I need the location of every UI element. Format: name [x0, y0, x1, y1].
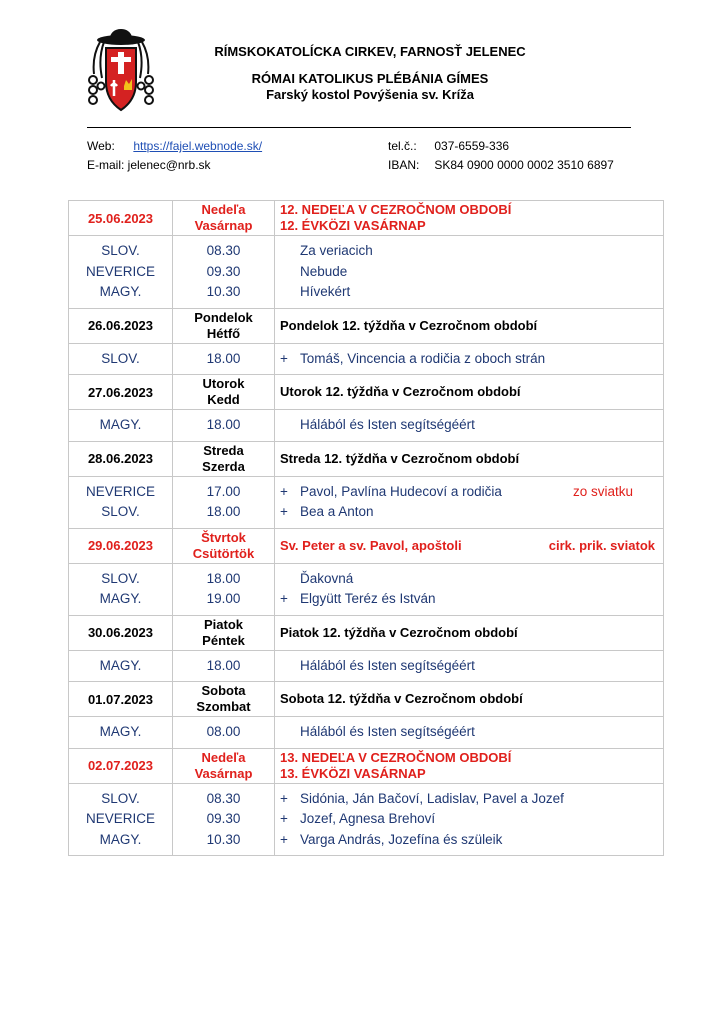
mass-time: 08.00	[206, 724, 241, 739]
mass-intentions-cell	[275, 783, 664, 856]
mass-schedule-table	[68, 200, 664, 856]
mass-intention-text: Nebude	[300, 263, 348, 279]
mass-intention	[275, 282, 663, 303]
mass-place: SLOV.	[101, 350, 140, 366]
mass-places-cell	[69, 650, 173, 682]
deceased-cross: +	[280, 591, 288, 606]
mass-intention-text: Elgyütt Teréz és István	[300, 591, 436, 606]
day-date: 27.06.2023	[69, 375, 173, 410]
day-header-row	[69, 201, 664, 236]
mass-intention-text: Jozef, Agnesa Brehoví	[300, 811, 436, 826]
mass-times-cell	[173, 410, 275, 442]
day-name-sk: Pondelok	[194, 309, 253, 325]
mass-intention	[275, 809, 663, 830]
parish-coat-of-arms	[84, 26, 158, 118]
mass-intention-text: Varga András, Jozefína és szüleik	[300, 831, 503, 847]
day-name-sk: Piatok	[203, 616, 243, 632]
mass-intention	[275, 349, 663, 370]
mass-row	[69, 476, 664, 528]
day-title-text: 12. NEDEĽA V CEZROČNOM OBDOBÍ	[280, 202, 512, 217]
mass-places-cell	[69, 343, 173, 375]
mass-intention	[275, 502, 663, 523]
mass-intention-text: Hálából és Isten segítségéért	[300, 417, 475, 432]
mass-intention	[275, 482, 663, 503]
mass-intention-text: Bea a Anton	[300, 504, 374, 519]
mass-note: zo sviatku	[572, 483, 633, 499]
mass-times-cell	[173, 783, 275, 856]
mass-time: 18.00	[206, 657, 241, 673]
deceased-cross	[280, 282, 300, 303]
day-name	[173, 441, 275, 476]
day-name-sk: Utorok	[202, 376, 245, 391]
email-contact: E-mail: jelenec@nrb.sk	[87, 158, 211, 172]
mass-time: 18.00	[206, 417, 241, 432]
day-name-sk: Nedeľa	[201, 202, 246, 217]
day-name	[173, 308, 275, 343]
deceased-cross: +	[280, 504, 288, 519]
day-title	[275, 441, 664, 476]
mass-intention-text: Za veriacich	[300, 243, 373, 258]
mass-place: SLOV.	[101, 243, 140, 258]
mass-time: 17.00	[206, 483, 241, 499]
day-date: 25.06.2023	[69, 201, 173, 236]
day-title-text: Pondelok 12. týždňa v Cezročnom období	[280, 317, 538, 333]
day-name-hu: Csütörtök	[192, 545, 255, 561]
mass-place: MAGY.	[99, 657, 142, 673]
mass-time: 09.30	[206, 263, 241, 279]
mass-row	[69, 717, 664, 749]
day-title-text: Piatok 12. týždňa v Cezročnom období	[280, 624, 518, 640]
day-name	[173, 528, 275, 563]
day-title	[275, 528, 664, 563]
mass-place: NEVERICE	[85, 483, 156, 499]
deceased-cross: +	[280, 350, 288, 366]
deceased-cross	[280, 656, 300, 677]
website-link[interactable]: https://fajel.webnode.sk/	[133, 139, 263, 153]
mass-time: 10.30	[206, 284, 241, 299]
mass-place: MAGY.	[99, 724, 142, 739]
day-header-row	[69, 308, 664, 343]
deceased-cross: +	[280, 483, 288, 499]
day-name	[173, 201, 275, 236]
mass-intention-text: Hálából és Isten segítségéért	[300, 724, 475, 739]
day-name-hu: Péntek	[202, 632, 245, 648]
mass-row	[69, 236, 664, 309]
mass-intention	[275, 722, 663, 743]
mass-time: 10.30	[206, 831, 241, 847]
day-header-row	[69, 441, 664, 476]
mass-places-cell	[69, 783, 173, 856]
deceased-cross: +	[280, 831, 288, 847]
day-title	[275, 682, 664, 717]
mass-time: 09.30	[206, 811, 241, 826]
day-title-text: Utorok 12. týždňa v Cezročnom období	[280, 384, 521, 399]
mass-time: 18.00	[206, 504, 241, 519]
mass-place: MAGY.	[99, 831, 142, 847]
day-title	[275, 308, 664, 343]
mass-times-cell	[173, 650, 275, 682]
day-title-text: 13. NEDEĽA V CEZROČNOM OBDOBÍ	[280, 749, 512, 765]
mass-intention	[275, 789, 663, 810]
mass-row	[69, 783, 664, 856]
day-title-hu: 12. ÉVKÖZI VASÁRNAP	[280, 218, 426, 233]
mass-place: SLOV.	[101, 504, 140, 519]
day-title	[275, 748, 664, 783]
mass-intentions-cell	[275, 476, 664, 528]
mass-place: NEVERICE	[85, 263, 156, 279]
mass-intention	[275, 656, 663, 677]
iban-contact	[388, 158, 614, 172]
deceased-cross: +	[280, 811, 288, 826]
day-name-hu: Kedd	[207, 392, 240, 407]
day-header-row	[69, 682, 664, 717]
mass-place: SLOV.	[101, 570, 140, 586]
mass-intention	[275, 262, 663, 283]
deceased-cross	[280, 262, 300, 283]
mass-times-cell	[173, 717, 275, 749]
mass-places-cell	[69, 476, 173, 528]
iban-value: SK84 0900 0000 0002 3510 6897	[434, 158, 614, 172]
mass-place: SLOV.	[101, 790, 140, 806]
day-header-row	[69, 615, 664, 650]
deceased-cross	[280, 722, 300, 743]
day-header-row	[69, 528, 664, 563]
day-name-hu: Vasárnap	[194, 765, 253, 781]
mass-times-cell	[173, 236, 275, 309]
web-contact	[87, 139, 262, 153]
day-title	[275, 615, 664, 650]
day-name	[173, 748, 275, 783]
mass-intention-text: Ďakovná	[300, 570, 354, 586]
day-name-sk: Streda	[203, 442, 244, 458]
mass-place: NEVERICE	[85, 811, 156, 826]
day-name-hu: Szerda	[202, 458, 245, 474]
mass-intentions-cell	[275, 410, 664, 442]
mass-time: 18.00	[206, 350, 241, 366]
day-header-row	[69, 748, 664, 783]
mass-time: 08.30	[206, 243, 241, 258]
header-parish-title: RÍMSKOKATOLÍCKA CIRKEV, FARNOSŤ JELENEC	[214, 44, 526, 59]
iban-label: IBAN:	[388, 158, 420, 172]
day-name	[173, 375, 275, 410]
mass-intention-text: Hívekért	[300, 284, 351, 299]
mass-intention-text: Pavol, Pavlína Hudecoví a rodičia	[300, 483, 502, 499]
day-name-hu: Hétfő	[206, 325, 241, 341]
mass-intention-text: Sidónia, Ján Bačoví, Ladislav, Pavel a Jozef	[300, 790, 564, 806]
mass-intentions-cell	[275, 717, 664, 749]
mass-place: MAGY.	[99, 591, 142, 606]
mass-intentions-cell	[275, 343, 664, 375]
mass-intentions-cell	[275, 563, 664, 615]
header-divider	[87, 127, 631, 128]
day-name	[173, 615, 275, 650]
mass-places-cell	[69, 236, 173, 309]
header-parish-title-hu: RÓMAI KATOLIKUS PLÉBÁNIA GÍMES	[251, 71, 489, 86]
day-name-sk: Nedeľa	[201, 749, 246, 765]
mass-intention-text: Tomáš, Vincencia a rodičia z oboch strán	[300, 350, 546, 366]
day-title-text: Sv. Peter a sv. Pavol, apoštoli	[280, 537, 462, 553]
day-title	[275, 375, 664, 410]
mass-places-cell	[69, 410, 173, 442]
mass-time: 19.00	[206, 591, 241, 606]
day-name-sk: Štvrtok	[201, 529, 246, 545]
mass-times-cell	[173, 476, 275, 528]
tel-label: tel.č.:	[388, 139, 417, 153]
day-title-note: cirk. prik. sviatok	[548, 537, 655, 553]
day-title	[275, 201, 664, 236]
mass-times-cell	[173, 563, 275, 615]
day-date: 02.07.2023	[69, 748, 173, 783]
mass-place: MAGY.	[99, 417, 142, 432]
mass-places-cell	[69, 717, 173, 749]
mass-intentions-cell	[275, 236, 664, 309]
web-label: Web:	[87, 139, 115, 153]
mass-time: 08.30	[206, 790, 241, 806]
deceased-cross	[280, 569, 300, 590]
mass-place: MAGY.	[99, 284, 142, 299]
day-title-text: Streda 12. týždňa v Cezročnom období	[280, 450, 520, 466]
phone-contact	[388, 139, 509, 153]
day-title-hu: 13. ÉVKÖZI VASÁRNAP	[280, 765, 426, 781]
day-name-hu: Szombat	[196, 699, 251, 714]
mass-intention	[275, 830, 663, 851]
day-date: 01.07.2023	[69, 682, 173, 717]
mass-intention	[275, 569, 663, 590]
header-church-name: Farský kostol Povýšenia sv. Kríža	[266, 87, 474, 102]
day-name	[173, 682, 275, 717]
day-title-text: Sobota 12. týždňa v Cezročnom období	[280, 691, 523, 706]
mass-time: 18.00	[206, 570, 241, 586]
mass-intention	[275, 589, 663, 610]
day-name-hu: Vasárnap	[194, 218, 253, 233]
mass-row	[69, 650, 664, 682]
mass-intention	[275, 415, 663, 436]
day-date: 26.06.2023	[69, 308, 173, 343]
day-date: 29.06.2023	[69, 528, 173, 563]
mass-intention	[275, 241, 663, 262]
deceased-cross	[280, 241, 300, 262]
mass-row	[69, 343, 664, 375]
tel-value: 037-6559-336	[434, 139, 510, 153]
day-header-row	[69, 375, 664, 410]
deceased-cross	[280, 415, 300, 436]
deceased-cross: +	[280, 790, 288, 806]
mass-row	[69, 410, 664, 442]
mass-intentions-cell	[275, 650, 664, 682]
mass-intention-text: Hálából és Isten segítségéért	[300, 657, 475, 673]
mass-times-cell	[173, 343, 275, 375]
mass-row	[69, 563, 664, 615]
mass-places-cell	[69, 563, 173, 615]
day-date: 28.06.2023	[69, 441, 173, 476]
day-date: 30.06.2023	[69, 615, 173, 650]
day-name-sk: Sobota	[201, 683, 246, 698]
